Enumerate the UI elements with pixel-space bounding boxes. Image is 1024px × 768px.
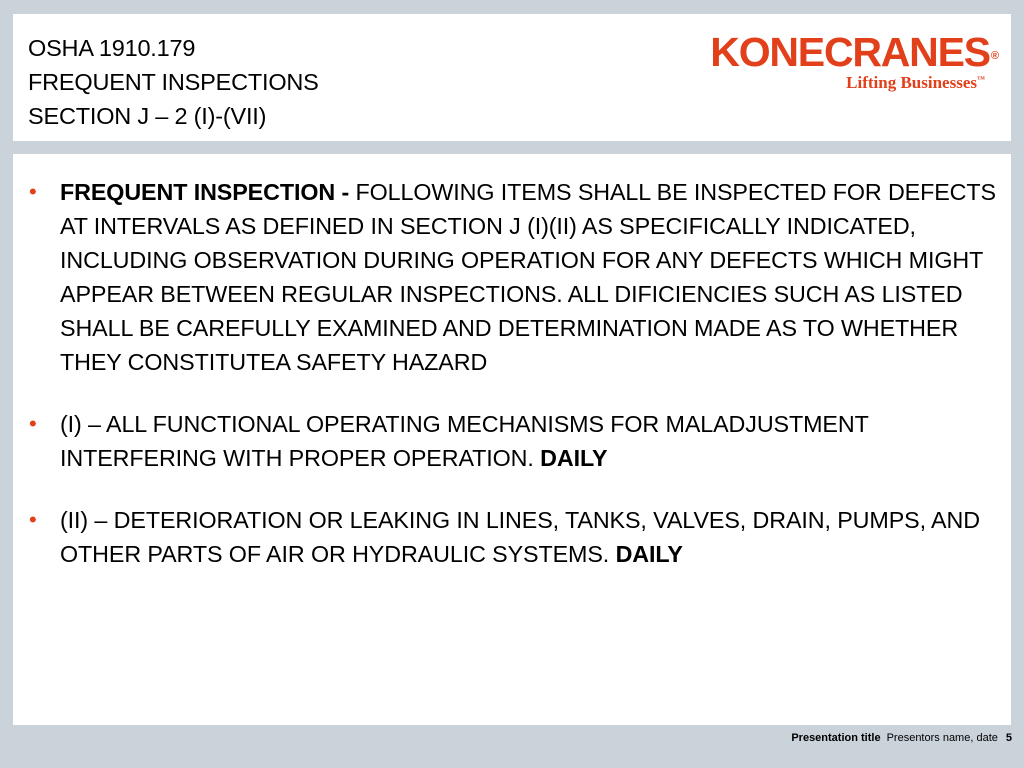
footer-page-number: 5: [1005, 732, 1012, 744]
footer-presenter-info: Presentors name, date: [886, 732, 998, 744]
bullet-item-deterioration-leaking: [13, 503, 1011, 571]
title-line-1: OSHA 1910.179: [28, 35, 196, 61]
header-panel: [13, 14, 1011, 141]
content-panel: [13, 154, 1011, 725]
konecranes-logo: [709, 28, 999, 108]
bullet-item-functional-mechanisms: [13, 407, 1011, 475]
logo-tagline: Lifting Businesses™: [846, 73, 985, 92]
bullet-lead: FREQUENT INSPECTION -: [60, 179, 356, 205]
bullet-dot-icon: •: [29, 507, 37, 532]
bullet-list: [13, 175, 1011, 599]
slide-footer: [791, 732, 1012, 744]
bullet-text: (II) – DETERIORATION OR LEAKING IN LINES, TANKS, VALVES, DRAIN, PUMPS, AND OTHER PARTS OF AIR OR HYDRAULIC SYSTEMS.: [60, 507, 980, 567]
bullet-dot-icon: •: [29, 179, 37, 204]
bullet-item-frequent-inspection: [13, 175, 1011, 379]
title-line-3: SECTION J – 2 (I)-(VII): [28, 103, 267, 129]
bullet-frequency: DAILY: [540, 445, 608, 471]
title-line-2: FREQUENT INSPECTIONS: [28, 69, 319, 95]
bullet-dot-icon: •: [29, 411, 37, 436]
logo-wordmark: KONECRANES®: [710, 29, 999, 75]
bullet-frequency: DAILY: [615, 541, 683, 567]
slide-title: [28, 31, 319, 133]
bullet-text: (I) – ALL FUNCTIONAL OPERATING MECHANISMS FOR MALADJUSTMENT INTERFERING WITH PROPER OPERATION.: [60, 411, 869, 471]
bullet-text: FOLLOWING ITEMS SHALL BE INSPECTED FOR DEFECTS AT INTERVALS AS DEFINED IN SECTION J (I)(II) AS SPECIFICALLY INDICATED, INCLUDING OBSERVATION DURING OPERATION FOR ANY DEFECTS WHICH MIGHT APPEAR BETWEEN REGULAR INSPECTIONS. ALL DIFICIENCIES SUCH AS LISTED SHALL BE CAREFULLY EXAMINED AND DETERMINATION MADE AS TO WHETHER THEY CONSTITUTEA SAFETY HAZARD: [60, 179, 996, 375]
footer-presentation-title: Presentation title: [791, 732, 881, 744]
